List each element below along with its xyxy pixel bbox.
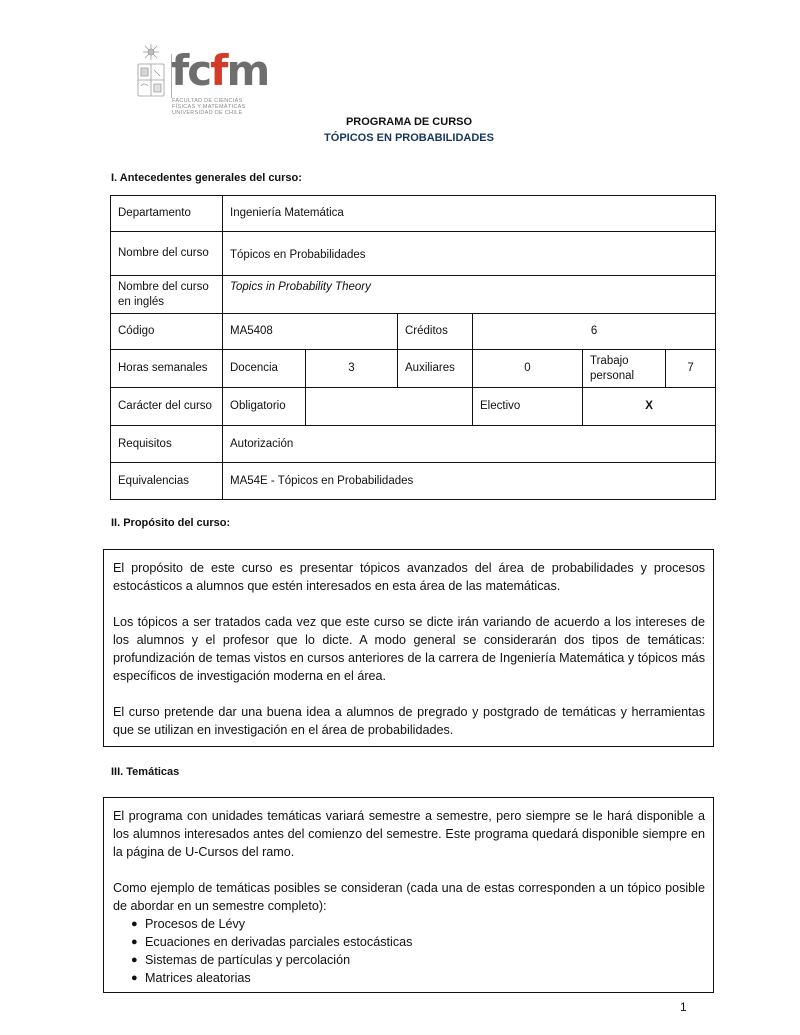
list-item [131,915,705,933]
creditos-label: Créditos [398,314,473,350]
course-title: TÓPICOS EN PROBABILIDADES [324,132,494,144]
topic-label: Matrices aleatorias [145,971,251,985]
topic-label: Ecuaciones en derivadas parciales estocásticas [145,935,413,949]
table-row [111,276,716,314]
table-row [111,426,716,463]
logo-wordmark [171,48,268,94]
purpose-paragraph: El propósito de este curso es presentar tópicos avanzados del área de probabilidades y procesos estocásticos a alumnos que estén interesados en esta área de las matemáticas. [113,561,705,593]
wordmark-left: fc [171,46,211,95]
docencia-label: Docencia [223,350,306,388]
nombre-ingles-label: Nombre del curso en inglés [111,276,223,314]
purpose-paragraph: El curso pretende dar una buena idea a alumnos de pregrado y postgrado de temáticas y herramientas que se utilizan en investigación en el área de probabilidades. [113,705,705,737]
nombre-label: Nombre del curso [111,232,223,276]
table-row [111,314,716,350]
horas-label: Horas semanales [111,350,223,388]
obligatorio-label: Obligatorio [223,388,306,426]
nombre-value: Tópicos en Probabilidades [223,232,716,276]
bullet-icon: ● [131,972,138,984]
topics-list [113,915,705,987]
equivalencias-value: MA54E - Tópicos en Probabilidades [223,463,716,500]
bullet-icon: ● [131,954,138,966]
nombre-ingles-value: Topics in Probability Theory [223,276,716,314]
section-heading-purpose: II. Propósito del curso: [111,517,231,529]
requisitos-label: Requisitos [111,426,223,463]
codigo-value: MA5408 [223,314,398,350]
topics-paragraph: Como ejemplo de temáticas posibles se consideran (cada una de estas corresponden a un tópico posible de abordar en un semestre completo): [113,881,705,913]
fcfm-logo [135,40,269,120]
table-row [111,388,716,426]
topics-paragraph: El programa con unidades temáticas variará semestre a semestre, pero siempre se le hará disponible a los alumnos interesados antes del comienzo del semestre. Este programa quedará disponible siempre en la página de U-Cursos del ramo. [113,809,705,859]
logo-subtitle [172,98,246,116]
topics-textbox [103,797,714,993]
table-row [111,463,716,500]
codigo-label: Código [111,314,223,350]
list-item [131,969,705,987]
purpose-paragraph: Los tópicos a ser tratados cada vez que este curso se dicte irán variando de acuerdo a los intereses de los alumnos y el profesor que lo dicte. A modo general se considerarán dos tipos de temáticas: profundización de temas vistos en cursos anteriores de la carrera de Ingeniería Matemática y tópicos más específicos de investigación moderna en el área. [113,615,705,683]
table-row [111,232,716,276]
logo-subtitle-line: FÍSICAS Y MATEMÁTICAS [172,104,246,110]
bullet-icon: ● [131,936,138,948]
electivo-label: Electivo [473,388,583,426]
obligatorio-value [306,388,473,426]
wordmark-right: m [226,46,269,95]
trabajo-label: Trabajo personal [583,350,666,388]
document-title: PROGRAMA DE CURSO [345,116,473,128]
logo-subtitle-line: UNIVERSIDAD DE CHILE [172,110,243,116]
trabajo-value: 7 [666,350,716,388]
purpose-textbox [103,549,714,747]
wordmark-accent: f [210,46,227,95]
list-item [131,933,705,951]
section-heading-topics: III. Temáticas [111,766,180,778]
table-row [111,196,716,232]
section-heading-general: I. Antecedentes generales del curso: [111,172,302,184]
course-info-table [110,195,716,500]
creditos-value: 6 [473,314,716,350]
auxiliares-label: Auxiliares [398,350,473,388]
requisitos-value: Autorización [223,426,716,463]
bullet-icon: ● [131,918,138,930]
topic-label: Sistemas de partículas y percolación [145,953,351,967]
auxiliares-value: 0 [473,350,583,388]
page-number: 1 [680,1000,687,1014]
table-row [111,350,716,388]
departamento-value: Ingeniería Matemática [223,196,716,232]
equivalencias-label: Equivalencias [111,463,223,500]
list-item [131,951,705,969]
docencia-value: 3 [306,350,398,388]
electivo-value: X [583,388,716,426]
departamento-label: Departamento [111,196,223,232]
logo-subtitle-line: FACULTAD DE CIENCIAS [172,98,243,104]
university-crest-icon [135,42,167,100]
topic-label: Procesos de Lévy [145,917,246,931]
caracter-label: Carácter del curso [111,388,223,426]
